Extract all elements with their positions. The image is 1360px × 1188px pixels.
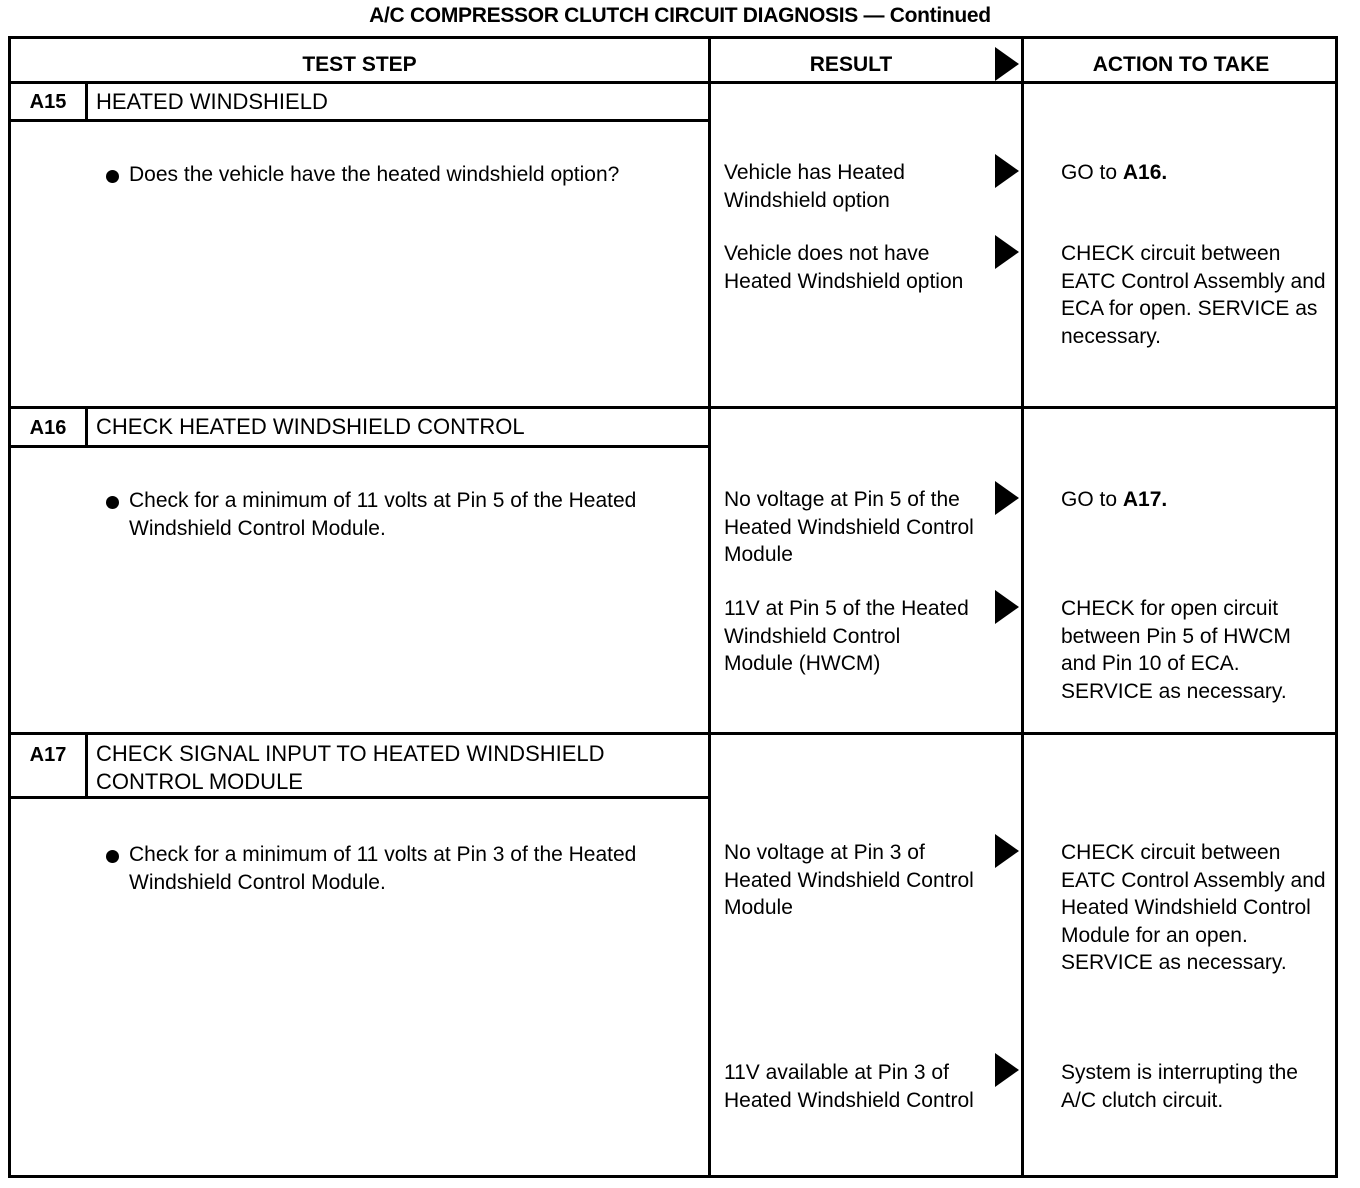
header-action: ACTION TO TAKE xyxy=(1092,53,1270,76)
action-a15-1-prefix: GO to xyxy=(1061,161,1123,184)
header-test-step: TEST STEP xyxy=(302,53,417,76)
step-id-a17: A17 xyxy=(29,744,67,766)
result-a17-1: No voltage at Pin 3 of Heated Windshield Control Module xyxy=(724,841,974,919)
step-id-separator xyxy=(85,84,88,121)
step-title-divider xyxy=(11,119,708,122)
step-title-divider xyxy=(11,796,708,799)
bullet-icon xyxy=(106,170,119,183)
arrow-right-icon xyxy=(995,235,1019,269)
action-a17-1: CHECK circuit between EATC Control Assembly and Heated Windshield Control Module for an open. SERVICE as necessary. xyxy=(1061,841,1326,974)
step-id-separator xyxy=(85,735,88,798)
step-instruction-a17: Check for a minimum of 11 volts at Pin 3 of the Heated Windshield Control Module. xyxy=(129,843,637,894)
step-title-a15: HEATED WINDSHIELD xyxy=(96,89,328,114)
result-a15-1: Vehicle has Heated Windshield option xyxy=(724,161,905,212)
step-divider xyxy=(11,732,1338,735)
arrow-right-icon xyxy=(995,1053,1019,1087)
action-a16-1-prefix: GO to xyxy=(1061,488,1123,511)
result-a17-2: 11V available at Pin 3 of Heated Windshield Control xyxy=(724,1061,974,1112)
bullet-icon xyxy=(106,496,119,509)
action-a17-2: System is interrupting the A/C clutch circuit. xyxy=(1061,1061,1298,1112)
action-a15-1 xyxy=(1061,159,1331,187)
column-divider xyxy=(1021,39,1024,1175)
header-result: RESULT xyxy=(809,53,893,76)
action-a16-1-target: A17. xyxy=(1122,488,1168,511)
arrow-right-icon xyxy=(995,481,1019,515)
arrow-right-icon xyxy=(995,834,1019,868)
column-divider xyxy=(708,39,711,1175)
step-id-a16: A16 xyxy=(29,417,67,439)
step-instruction-a16: Check for a minimum of 11 volts at Pin 5 of the Heated Windshield Control Module. xyxy=(129,489,637,540)
step-title-divider xyxy=(11,445,708,448)
action-a16-2: CHECK for open circuit between Pin 5 of HWCM and Pin 10 of ECA. SERVICE as necessary. xyxy=(1061,597,1291,703)
result-a16-2: 11V at Pin 5 of the Heated Windshield Control Module (HWCM) xyxy=(724,597,969,675)
action-a15-1-target: A16. xyxy=(1122,161,1168,184)
step-title-a16: CHECK HEATED WINDSHIELD CONTROL xyxy=(96,414,525,439)
arrow-right-icon xyxy=(995,590,1019,624)
diagnosis-table xyxy=(8,36,1338,1178)
header-divider xyxy=(11,81,1338,84)
result-a16-1: No voltage at Pin 5 of the Heated Windshield Control Module xyxy=(724,488,974,566)
step-title-a17: CHECK SIGNAL INPUT TO HEATED WINDSHIELD CONTROL MODULE xyxy=(96,741,605,794)
page-title: A/C COMPRESSOR CLUTCH CIRCUIT DIAGNOSIS — Continued xyxy=(369,4,991,27)
step-instruction-a15: Does the vehicle have the heated windshield option? xyxy=(129,163,620,186)
result-a15-2: Vehicle does not have Heated Windshield option xyxy=(724,242,964,293)
action-a15-2: CHECK circuit between EATC Control Assembly and ECA for open. SERVICE as necessary. xyxy=(1061,242,1326,348)
arrow-right-icon xyxy=(995,47,1019,81)
arrow-right-icon xyxy=(995,154,1019,188)
bullet-icon xyxy=(106,850,119,863)
step-id-a15: A15 xyxy=(29,91,67,113)
action-a16-1 xyxy=(1061,486,1331,514)
step-divider xyxy=(11,406,1338,409)
step-id-separator xyxy=(85,409,88,447)
